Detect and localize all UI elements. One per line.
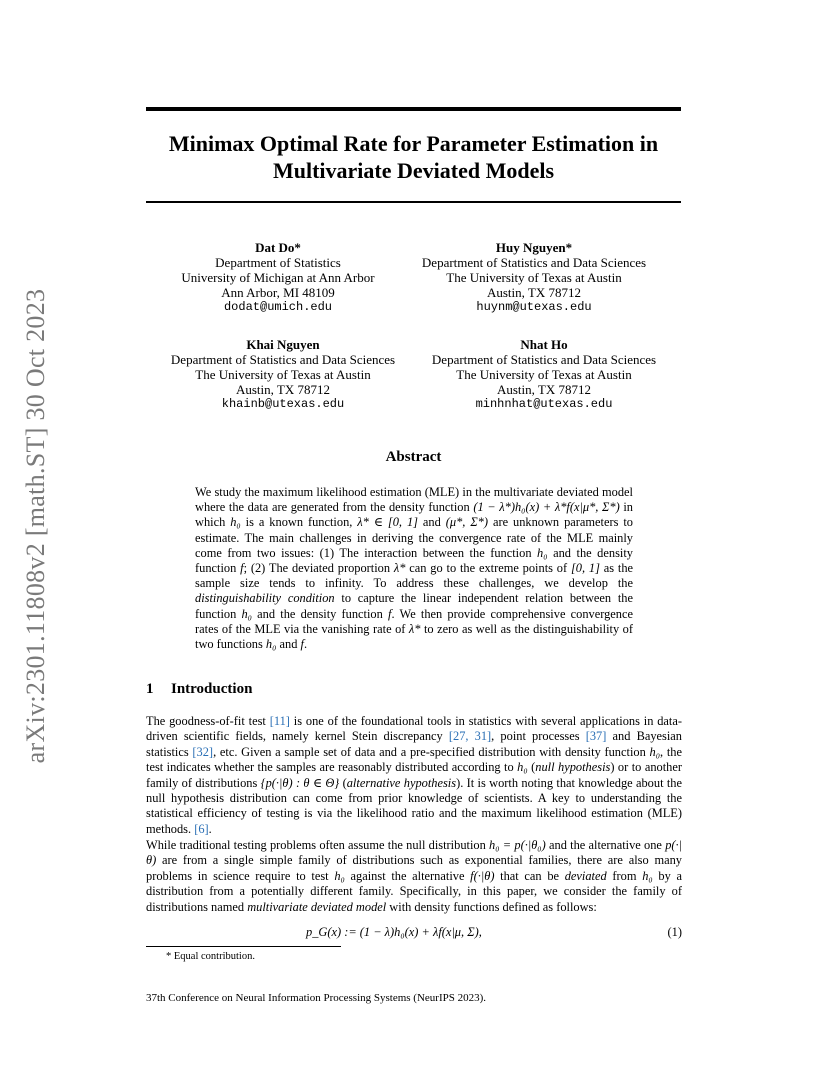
intro-paragraph-2 [146, 838, 682, 915]
author-name: Khai Nguyen [246, 337, 320, 352]
paragraph-text: that can be [494, 868, 565, 883]
paragraph-text: and Bayesian statistics [146, 729, 682, 759]
abstract-text: We study the maximum likelihood estimation (MLE) in the multivariate deviated model where the data are generated from the density function [195, 485, 633, 515]
paragraph-text: While traditional testing problems often assume the null distribution [146, 838, 490, 852]
author-name: Huy Nguyen* [495, 240, 573, 255]
author-email: dodat@umich.edu [223, 300, 333, 314]
abstract-text: as the sample size tends to infinity. To address these challenges, we develop the [195, 561, 634, 591]
inline-math: h₀ [642, 868, 653, 883]
author-department: Department of Statistics and Data Sciences [170, 352, 396, 367]
paragraph-text: ) or to another family of distributions [146, 760, 682, 790]
paragraph-text: ). It is worth noting that knowledge about the null hypothesis distribution can come from prior knowledge of scientists. A key to understanding the statistical efficiency of testing is via the likelihood ratio and the maximum likelihood estimation (MLE) methods. [146, 775, 682, 836]
paragraph-text: , point processes [491, 729, 586, 744]
emphasis-text: alternative hypothesis [346, 775, 457, 790]
abstract-text: and [276, 637, 301, 652]
abstract-math: (1 − λ*)h₀(x) + λ*f(x|μ*, Σ*) [473, 500, 620, 515]
abstract-math: λ* [408, 621, 421, 636]
citation-link[interactable]: [27, 31] [448, 729, 492, 744]
paragraph-text: , the test indicates whether the samples are reasonably distributed according to [146, 744, 682, 775]
section-title: Introduction [171, 681, 253, 697]
author-department: Department of Statistics and Data Sciences [431, 352, 657, 367]
title-top-rule [146, 107, 681, 111]
inline-math: p(·|θ) [146, 838, 683, 868]
emphasis-text: multivariate deviated model [247, 899, 387, 914]
paragraph-text: ( [339, 775, 347, 790]
author-block-huy-nguyen [404, 240, 664, 315]
abstract-text: ; (2) The deviated proportion [243, 561, 394, 576]
title-line-2: Multivariate Deviated Models [272, 158, 555, 183]
abstract-math: h₀ [265, 637, 277, 652]
abstract-text: can go to the extreme points of [405, 561, 571, 576]
author-email: huynm@utexas.edu [476, 300, 592, 314]
title-bottom-rule [146, 201, 681, 203]
paragraph-text: , etc. Given a sample set of data and a pre-specified distribution with density function [213, 744, 650, 759]
inline-math: {p(·|θ) : θ ∈ Θ} [260, 775, 340, 790]
author-email: khainb@utexas.edu [221, 397, 345, 411]
abstract-text: . [303, 637, 308, 652]
abstract-math: h₀ [537, 545, 548, 560]
paper-title [146, 130, 681, 184]
inline-math: h₀ [334, 868, 345, 883]
abstract-text: and [417, 515, 446, 530]
paragraph-text: with density functions defined as follows: [386, 899, 597, 914]
abstract-text: are unknown parameters to estimate. The main challenges in deriving the convergence rate of the MLE mainly come from two issues: (1) The interaction between the function [195, 515, 633, 560]
section-heading-introduction [146, 681, 252, 698]
abstract-math: f [300, 637, 304, 652]
paragraph-text: from [606, 868, 643, 883]
section-number: 1 [146, 681, 154, 697]
abstract-math: h₀ [230, 515, 241, 530]
abstract-heading: Abstract [385, 449, 442, 465]
author-city: Austin, TX 78712 [235, 382, 330, 397]
citation-link[interactable]: [32] [192, 744, 214, 759]
abstract-math: f [388, 606, 392, 621]
conference-note: 37th Conference on Neural Information Processing Systems (NeurIPS 2023). [146, 992, 487, 1004]
abstract-text: to zero as well as the distinguishability of two functions [195, 621, 633, 652]
author-institution: University of Michigan at Ann Arbor [181, 270, 375, 285]
paragraph-text: against the alternative [344, 868, 471, 883]
paragraph-text: ( [527, 760, 536, 775]
author-block-khai-nguyen [153, 337, 413, 412]
abstract-text: in which [195, 500, 633, 530]
citation-link[interactable]: [11] [269, 714, 290, 728]
author-block-nhat-ho [414, 337, 674, 412]
equation-body: p_G(x) := (1 − λ)h₀(x) + λf(x|μ, Σ), [306, 925, 482, 939]
paragraph-text: by a distribution from a potentially different family. Specifically, in this paper, we consider the family of distributions named [146, 868, 682, 914]
footnote-rule [146, 946, 341, 947]
abstract-math: λ* ∈ [0, 1] [357, 515, 418, 530]
abstract-math: h₀ [241, 606, 252, 621]
paragraph-text: and the alternative one [545, 838, 666, 852]
citation-link[interactable]: [37] [585, 729, 607, 744]
paragraph-text: are from a single simple family of distributions such as exponential families, there are also many problems in science require to test [146, 853, 682, 883]
abstract-math: (μ*, Σ*) [445, 515, 489, 530]
paragraph-text: is one of the foundational tools in statistics with several applications in data-driven scientific fields, namely kernel Stein discrepancy [146, 714, 683, 744]
inline-math: h₀ [649, 744, 661, 759]
author-institution: The University of Texas at Austin [446, 270, 622, 285]
arxiv-identifier: arXiv:2301.11808v2 [math.ST] 30 Oct 2023 [21, 288, 50, 764]
abstract-text: and the density function [195, 545, 633, 576]
abstract-text: to capture the linear independent relation between the function [195, 591, 633, 621]
intro-paragraph-1 [146, 714, 682, 837]
author-block-dat-do [148, 240, 408, 315]
author-name: Dat Do* [255, 240, 301, 255]
paragraph-text: The goodness-of-fit test [146, 714, 270, 728]
citation-link[interactable]: [6] [194, 821, 209, 836]
inline-math: h₀ = p(·|θ₀) [489, 838, 546, 852]
title-line-1: Minimax Optimal Rate for Parameter Estimation in [168, 131, 659, 156]
abstract-math: f [240, 561, 244, 576]
emphasis-text: null hypothesis [535, 760, 611, 775]
author-department: Department of Statistics and Data Sciences [421, 255, 647, 270]
author-city: Austin, TX 78712 [496, 382, 591, 397]
abstract-text: . We then provide comprehensive convergence rates of the MLE via the vanishing rate of [195, 606, 633, 636]
abstract-body [195, 485, 633, 652]
paragraph-text: . [208, 821, 212, 836]
equation-number: (1) [667, 925, 682, 939]
author-institution: The University of Texas at Austin [195, 367, 371, 382]
author-city: Ann Arbor, MI 48109 [221, 285, 335, 300]
inline-math: h₀ [517, 760, 528, 775]
abstract-emphasis: distinguishability condition [195, 591, 335, 606]
author-name: Nhat Ho [520, 337, 568, 352]
footnote-equal-contribution: * Equal contribution. [166, 951, 255, 962]
abstract-text: is a known function, [240, 515, 358, 530]
author-city: Austin, TX 78712 [486, 285, 581, 300]
author-email: minhnhat@utexas.edu [475, 397, 613, 411]
inline-math: f(·|θ) [470, 868, 495, 883]
abstract-text: and the density function [252, 606, 389, 621]
author-department: Department of Statistics [215, 255, 341, 270]
emphasis-text: deviated [564, 868, 607, 883]
abstract-math: [0, 1] [570, 561, 600, 576]
abstract-math: λ* [393, 561, 406, 576]
author-institution: The University of Texas at Austin [456, 367, 632, 382]
